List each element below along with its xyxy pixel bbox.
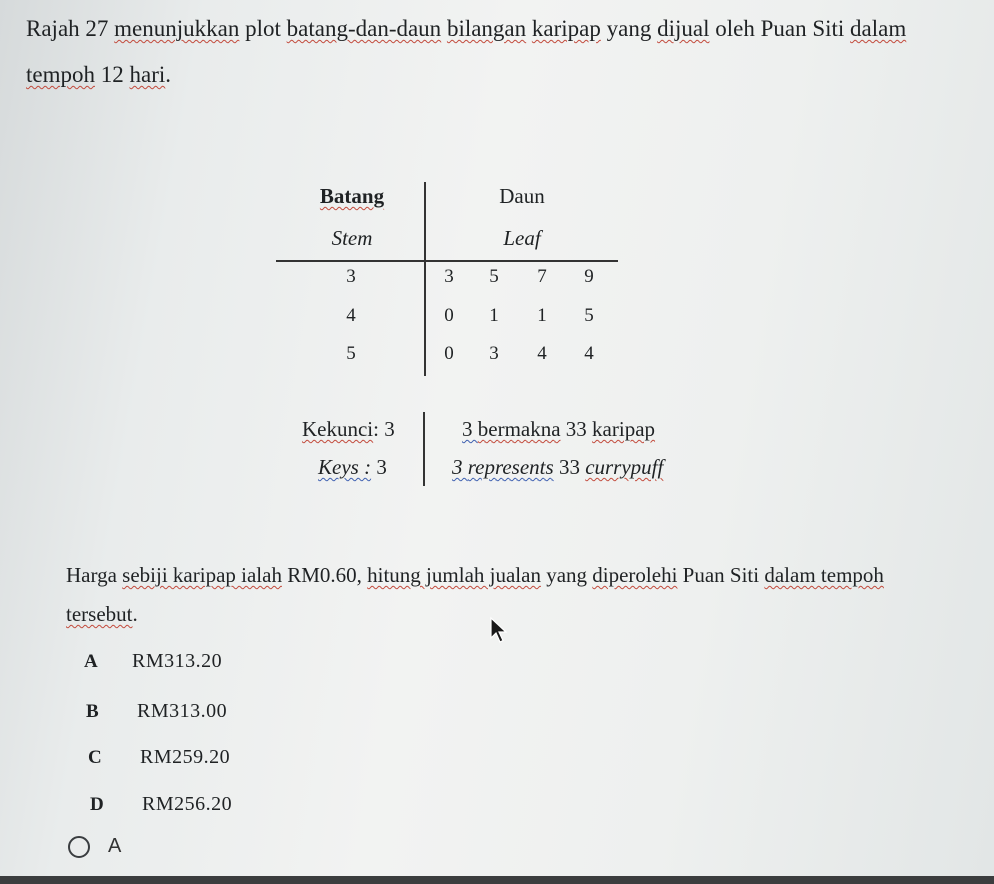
leaf-value: 4 [537,343,547,364]
radio-button[interactable] [68,836,90,858]
option-c-letter: C [88,747,102,768]
question-text: tempoh [26,62,95,87]
leaf-value: 5 [584,305,594,326]
key-label-en: Keys : 3 [318,455,387,479]
leaf-value: 3 [444,266,454,287]
leaf-value: 7 [537,266,547,287]
option-b-value: RM313.00 [137,700,228,722]
leaf-header-en: Leaf [503,226,541,250]
mouse-cursor-icon [488,616,510,644]
leaf-value: 0 [444,305,454,326]
question-text: . [165,62,172,87]
question-text: bilangan [446,16,527,41]
stem-value: 3 [346,266,356,287]
leaf-header: Daun [499,184,545,208]
question-text: dalam [850,16,907,41]
leaf-value: 4 [584,343,594,364]
radio-label: A [108,835,122,857]
leaf-value: 0 [444,343,454,364]
question-text-line-1 [26,14,906,44]
answer-option-a[interactable] [68,835,121,858]
option-a-value: RM313.20 [132,650,223,672]
screen-bottom-edge [0,876,994,884]
stem-header: Batang [319,184,385,208]
leaf-value: 1 [537,305,547,326]
prompt-text-line-1: Harga sebiji karipap ialah RM0.60, hitung jumlah jualan yang diperolehi Puan Siti dalam tempoh [66,563,884,587]
question-text: 12 [95,62,130,87]
option-d-value: RM256.20 [142,793,233,815]
option-c-value: RM259.20 [140,746,231,768]
stem-header-en: Stem [331,226,373,250]
option-d-letter: D [90,794,104,815]
question-text: menunjukkan [114,16,240,41]
option-a-letter: A [84,651,98,672]
question-text-line-2 [26,60,171,90]
key-text-en: 3 represents 33 currypuff [452,455,664,479]
key-text-ms: 3 bermakna 33 karipap [462,417,656,441]
question-text: oleh Puan Siti [709,16,851,41]
key-divider [423,412,425,486]
question-text: yang [600,16,658,41]
question-text: batang-dan-daun [286,16,442,41]
stem-value: 4 [346,305,356,326]
leaf-value: 9 [584,266,594,287]
stem-value: 5 [346,343,356,364]
stem-leaf-header-rule [276,260,618,262]
stem-leaf-divider [424,182,426,376]
prompt-text-line-2: tersebut. [66,602,138,626]
key-label-ms: Kekunci: 3 [302,417,395,441]
leaf-value: 1 [489,305,499,326]
question-text: karipap [531,16,601,41]
question-text: plot [239,16,287,41]
question-text: dijual [657,16,710,41]
leaf-value: 3 [489,343,499,364]
question-text: hari [129,62,166,87]
leaf-value: 5 [489,266,499,287]
question-text: Rajah 27 [26,16,115,41]
option-b-letter: B [86,701,99,722]
